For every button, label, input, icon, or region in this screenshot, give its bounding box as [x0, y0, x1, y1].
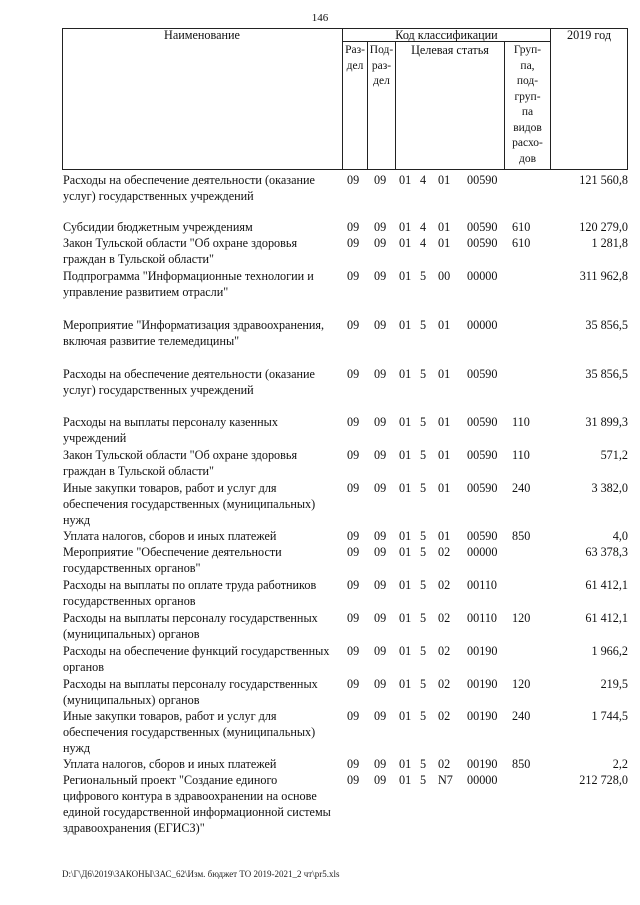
row-code-program: 01 [399, 173, 412, 187]
row-name: Подпрограмма "Информационные технологии и управление развитием отрасли" [63, 269, 314, 299]
row-code-direction: 00000 [467, 318, 498, 332]
row-code-razdel: 09 [347, 173, 360, 187]
row-code-group: 120 [512, 611, 531, 625]
row-amount: 571,2 [600, 448, 628, 462]
row-name: Закон Тульской области "Об охране здоровья граждан в Тульской области" [63, 236, 298, 266]
row-code-program: 01 [399, 773, 412, 787]
row-name: Иные закупки товаров, работ и услуг для обеспечения государственных (муниципальных) нужд [63, 709, 316, 755]
row-code-subprogram: 5 [420, 611, 427, 625]
row-code-subprogram: 5 [420, 773, 427, 787]
row-code-group: 110 [512, 415, 530, 429]
row-code-podrazdel: 09 [374, 481, 387, 495]
row-code-podrazdel: 09 [374, 269, 387, 283]
file-path-footer: D:\Г\Д6\2019\ЗАКОНЫ\ЗАС_62\Изм. бюджет ТО 2019-2021_2 чт\pr5.xls [62, 869, 340, 879]
row-code-razdel: 09 [347, 578, 360, 592]
row-amount: 3 382,0 [591, 481, 628, 495]
row-code-event: 01 [438, 236, 451, 250]
row-amount: 35 856,5 [585, 318, 628, 332]
row-code-event: 02 [438, 545, 451, 559]
row-code-podrazdel: 09 [374, 709, 387, 723]
row-code-razdel: 09 [347, 677, 360, 691]
row-code-program: 01 [399, 545, 412, 559]
row-code-podrazdel: 09 [374, 677, 387, 691]
row-name: Уплата налогов, сборов и иных платежей [63, 757, 277, 771]
row-code-program: 01 [399, 578, 412, 592]
row-amount: 35 856,5 [585, 367, 628, 381]
row-code-subprogram: 5 [420, 578, 427, 592]
row-code-podrazdel: 09 [374, 448, 387, 462]
row-code-razdel: 09 [347, 220, 360, 234]
header-group: Груп- па, под- груп- па видов расхо- дов [512, 44, 543, 165]
row-name: Иные закупки товаров, работ и услуг для обеспечения государственных (муниципальных) нужд [63, 481, 316, 527]
row-name: Расходы на обеспечение деятельности (оказание услуг) государственных учреждений [63, 173, 315, 203]
row-code-razdel: 09 [347, 611, 360, 625]
row-code-subprogram: 5 [420, 709, 427, 723]
row-code-event: N7 [438, 773, 453, 787]
row-code-direction: 00590 [467, 448, 498, 462]
row-code-podrazdel: 09 [374, 318, 387, 332]
row-code-group: 610 [512, 220, 531, 234]
header-year: 2019 год [566, 28, 612, 42]
row-code-razdel: 09 [347, 529, 360, 543]
row-code-podrazdel: 09 [374, 611, 387, 625]
row-code-direction: 00110 [467, 611, 498, 625]
table-header [62, 28, 628, 170]
row-code-direction: 00000 [467, 545, 498, 559]
row-code-group: 240 [512, 481, 531, 495]
row-amount: 31 899,3 [585, 415, 628, 429]
row-code-podrazdel: 09 [374, 578, 387, 592]
row-code-subprogram: 5 [420, 545, 427, 559]
row-code-event: 01 [438, 367, 451, 381]
row-name: Мероприятие "Информатизация здравоохранения, включая развитие телемедицины" [63, 318, 325, 348]
row-code-direction: 00000 [467, 269, 498, 283]
row-code-razdel: 09 [347, 367, 360, 381]
row-code-razdel: 09 [347, 644, 360, 658]
row-code-podrazdel: 09 [374, 367, 387, 381]
row-code-subprogram: 4 [420, 220, 427, 234]
row-code-podrazdel: 09 [374, 545, 387, 559]
row-code-subprogram: 5 [420, 415, 427, 429]
row-code-subprogram: 5 [420, 529, 427, 543]
row-code-razdel: 09 [347, 709, 360, 723]
row-code-event: 01 [438, 481, 451, 495]
row-name: Расходы на выплаты по оплате труда работников государственных органов [63, 578, 317, 608]
row-amount: 121 560,8 [579, 173, 628, 187]
row-code-group: 850 [512, 529, 531, 543]
page-number: 146 [311, 12, 329, 24]
row-amount: 61 412,1 [585, 578, 628, 592]
row-code-event: 02 [438, 578, 451, 592]
row-code-razdel: 09 [347, 318, 360, 332]
header-target: Целевая статья [411, 43, 489, 57]
row-amount: 120 279,0 [579, 220, 628, 234]
row-code-program: 01 [399, 367, 412, 381]
row-code-razdel: 09 [347, 545, 360, 559]
row-code-subprogram: 5 [420, 448, 427, 462]
row-code-program: 01 [399, 644, 412, 658]
row-code-subprogram: 5 [420, 318, 427, 332]
row-amount: 1 966,2 [591, 644, 628, 658]
row-code-direction: 00190 [467, 709, 498, 723]
row-code-subprogram: 5 [420, 481, 427, 495]
row-code-group: 120 [512, 677, 531, 691]
row-name: Закон Тульской области "Об охране здоровья граждан в Тульской области" [63, 448, 298, 478]
row-name: Субсидии бюджетным учреждениям [63, 220, 253, 234]
row-code-razdel: 09 [347, 481, 360, 495]
row-code-program: 01 [399, 677, 412, 691]
row-amount: 219,5 [600, 677, 628, 691]
row-code-podrazdel: 09 [374, 236, 387, 250]
row-amount: 212 728,0 [579, 773, 628, 787]
row-code-subprogram: 5 [420, 367, 427, 381]
row-code-program: 01 [399, 220, 412, 234]
row-code-event: 02 [438, 644, 451, 658]
row-code-event: 01 [438, 448, 451, 462]
row-code-podrazdel: 09 [374, 173, 387, 187]
row-name: Расходы на выплаты персоналу казенных учреждений [63, 415, 278, 445]
row-code-event: 01 [438, 220, 451, 234]
row-name: Расходы на обеспечение деятельности (оказание услуг) государственных учреждений [63, 367, 315, 397]
row-name: Расходы на выплаты персоналу государственных (муниципальных) органов [63, 611, 318, 641]
row-code-event: 01 [438, 529, 451, 543]
row-code-direction: 00590 [467, 236, 498, 250]
row-code-podrazdel: 09 [374, 529, 387, 543]
row-code-direction: 00110 [467, 578, 498, 592]
header-classification: Код классификации [395, 28, 498, 42]
row-code-podrazdel: 09 [374, 415, 387, 429]
row-code-program: 01 [399, 236, 412, 250]
row-code-event: 02 [438, 757, 451, 771]
row-name: Уплата налогов, сборов и иных платежей [63, 529, 277, 543]
row-code-podrazdel: 09 [374, 773, 387, 787]
row-code-direction: 00590 [467, 220, 498, 234]
row-amount: 63 378,3 [585, 545, 628, 559]
row-code-direction: 00190 [467, 644, 498, 658]
row-code-subprogram: 5 [420, 757, 427, 771]
row-code-event: 02 [438, 709, 451, 723]
header-razdel: Раз- дел [345, 44, 365, 72]
row-code-program: 01 [399, 757, 412, 771]
row-code-direction: 00590 [467, 173, 498, 187]
row-code-razdel: 09 [347, 415, 360, 429]
row-code-event: 01 [438, 318, 451, 332]
row-code-program: 01 [399, 611, 412, 625]
row-code-direction: 00190 [467, 677, 498, 691]
row-code-podrazdel: 09 [374, 644, 387, 658]
row-code-event: 01 [438, 173, 451, 187]
row-code-program: 01 [399, 318, 412, 332]
row-code-razdel: 09 [347, 269, 360, 283]
row-name: Региональный проект "Создание единого цифрового контура в здравоохранении на основе единой государственной информационной системы здравоохранения (ЕГИСЗ)" [63, 773, 331, 835]
header-podrazdel: Под- раз- дел [369, 44, 394, 87]
row-code-program: 01 [399, 481, 412, 495]
row-code-program: 01 [399, 269, 412, 283]
row-code-razdel: 09 [347, 448, 360, 462]
row-amount: 311 962,8 [579, 269, 628, 283]
row-amount: 1 281,8 [591, 236, 628, 250]
row-code-event: 00 [438, 269, 451, 283]
row-amount: 4,0 [612, 529, 628, 543]
row-code-event: 02 [438, 677, 451, 691]
row-code-razdel: 09 [347, 757, 360, 771]
header-name: Наименование [164, 28, 240, 42]
row-code-razdel: 09 [347, 236, 360, 250]
row-code-razdel: 09 [347, 773, 360, 787]
row-code-group: 240 [512, 709, 531, 723]
row-code-program: 01 [399, 529, 412, 543]
row-code-program: 01 [399, 709, 412, 723]
row-amount: 61 412,1 [585, 611, 628, 625]
row-name: Расходы на обеспечение функций государственных органов [63, 644, 330, 674]
row-code-direction: 00590 [467, 529, 498, 543]
row-code-subprogram: 4 [420, 236, 427, 250]
row-name: Мероприятие "Обеспечение деятельности государственных органов" [63, 545, 282, 575]
row-code-direction: 00590 [467, 481, 498, 495]
row-code-subprogram: 5 [420, 269, 427, 283]
row-code-direction: 00000 [467, 773, 498, 787]
row-code-direction: 00590 [467, 415, 498, 429]
row-amount: 1 744,5 [591, 709, 628, 723]
row-code-group: 610 [512, 236, 531, 250]
row-code-podrazdel: 09 [374, 757, 387, 771]
row-code-podrazdel: 09 [374, 220, 387, 234]
row-code-subprogram: 5 [420, 677, 427, 691]
row-code-subprogram: 4 [420, 173, 427, 187]
row-code-event: 01 [438, 415, 451, 429]
row-code-direction: 00190 [467, 757, 498, 771]
row-name: Расходы на выплаты персоналу государственных (муниципальных) органов [63, 677, 318, 707]
row-code-direction: 00590 [467, 367, 498, 381]
row-code-event: 02 [438, 611, 451, 625]
row-code-subprogram: 5 [420, 644, 427, 658]
row-amount: 2,2 [612, 757, 628, 771]
row-code-group: 850 [512, 757, 531, 771]
row-code-group: 110 [512, 448, 530, 462]
row-code-program: 01 [399, 415, 412, 429]
row-code-program: 01 [399, 448, 412, 462]
